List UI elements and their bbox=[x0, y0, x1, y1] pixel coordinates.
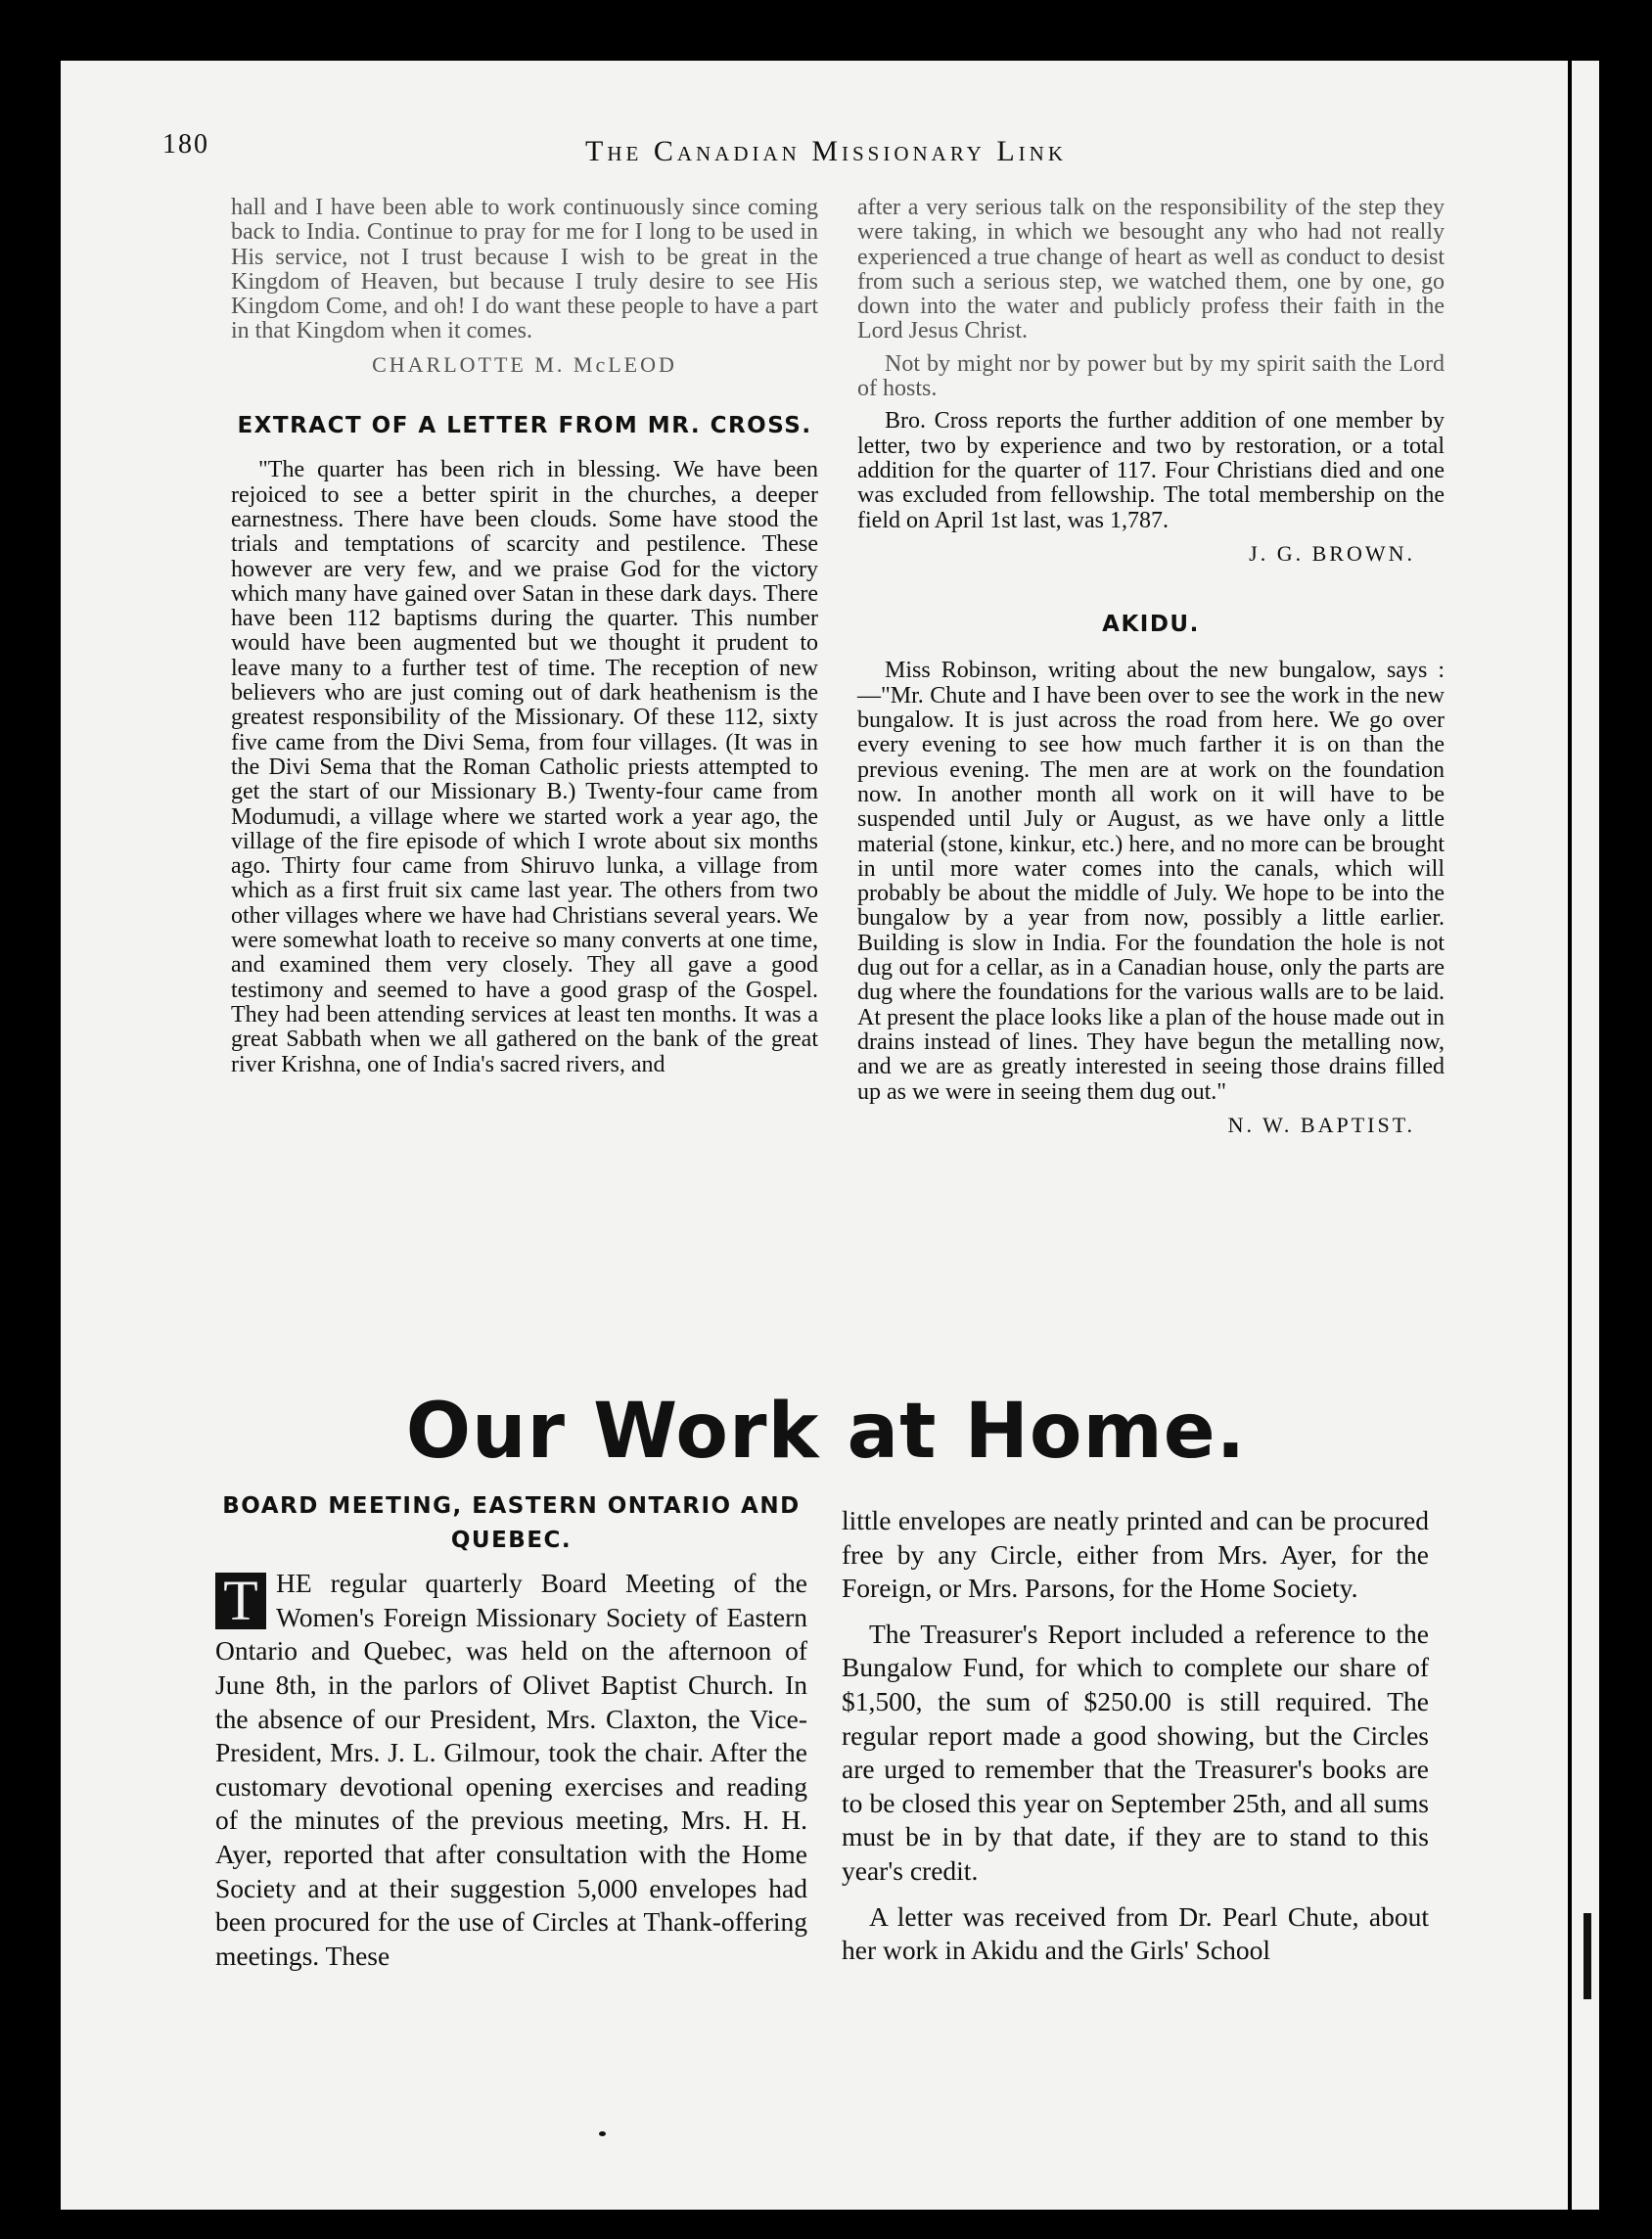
board-heading-line2: QUEBEC. bbox=[450, 1527, 573, 1553]
cross-letter-body: "The quarter has been rich in blessing. We have been rejoiced to see a better spirit in the churches, a deeper earnestness. There have been clouds. Some have stood the trials and temptations of scarcity and pestilence. These however are very few, and we praise God for the victory which many have gained over Satan in these dark days. There have been 112 baptisms during the quarter. This number would have been augmented but we thought it prudent to leave many to a further test of time. The reception of new believers who are just coming out of dark heathenism is the greatest responsibility of the Missionary. Of these 112, sixty five came from the Divi Sema, from four villages. (It was in the Divi Sema that the Roman Catholic priests attempted to get the start of our Missionary B.) Twenty-four came from Modumudi, a village where we started work a year ago, the village of the fire episode of which I wrote about six months ago. Thirty four came from Shiruvo lunka, a village from which as a first fruit six came last year. The others from two other villages where we have had Christians several years. We were somewhat loath to receive so many converts at one time, and examined them very closely. They all gave a good testimony and seemed to have a good grasp of the Gospel. They had been attending services at least ten months. It was a great Sabbath when we all gathered on the bank of the great river Krishna, one of India's sacred rivers, and bbox=[231, 457, 818, 1077]
mcleod-letter-end: hall and I have been able to work continuously since coming back to India. Continue to pray for me for I long to be used in His service, not I trust because I wish to be great in the Kingdom of Heaven, but because I truly desire to see His Kingdom Come, and oh! I do want these people to have a part in that Kingdom when it comes. bbox=[231, 195, 818, 344]
left-column bbox=[231, 196, 818, 1085]
board-meeting-right bbox=[842, 1504, 1429, 1980]
drop-cap: T bbox=[215, 1573, 266, 1629]
cross-heading: EXTRACT OF A LETTER FROM MR. CROSS. bbox=[237, 413, 812, 439]
baptist-signature: N. W. BAPTIST. bbox=[1227, 1112, 1415, 1137]
binding-mark bbox=[1583, 1913, 1591, 1999]
next-page-edge bbox=[1572, 61, 1599, 2210]
board-paragraph-1-continued: little envelopes are neatly printed and can be procured free by any Circle, either from Mrs. Ayer, for the Foreign, or Mrs. Parsons, for the Home Society. bbox=[842, 1505, 1429, 1604]
cross-letter-continued: after a very serious talk on the responsibility of the step they were taking, in which we besought any who had not really experienced a true change of heart as well as conduct to desist from such a serious step, we watched them, one by one, go down into the water and publicly profess their faith in the Lord Jesus Christ. bbox=[857, 195, 1445, 344]
ink-speck bbox=[599, 2131, 606, 2136]
running-title: The Canadian Missionary Link bbox=[585, 135, 1067, 167]
cross-membership-report: Bro. Cross reports the further addition of one member by letter, two by experience and two by restoration, or a total addition for the quarter of 117. Four Christians died and one was excluded from fellowship. The total membership on the field on April 1st last, was 1,787. bbox=[857, 408, 1445, 533]
board-paragraph-1 bbox=[215, 1567, 807, 1973]
brown-signature: J. G. BROWN. bbox=[1249, 540, 1415, 566]
akidu-body: Miss Robinson, writing about the new bungalow, says :—"Mr. Chute and I have been over to see the work in the new bungalow. It is just across the road from here. We go over every evening to see how much farther it is on than the previous evening. The men are at work on the foundation now. In another month all work on it will have to be suspended until July or August, as we have only a little material (stone, kinkur, etc.) here, and no more can be brought in until more water comes into the canals, which will probably be about the middle of July. We hope to be into the bungalow by a year from now, possibly a little earlier. Building is slow in India. For the foundation the hole is not dug out for a cellar, as in a Canadian house, only the parts are dug where the foundations for the various walls are to be laid. At present the place looks like a plan of the house made out in drains instead of lines. They have begun the metalling now, and we are as greatly interested in seeing those drains filled up as we were in seeing them dug out." bbox=[857, 658, 1445, 1105]
mcleod-signature: CHARLOTTE M. McLEOD bbox=[372, 351, 677, 377]
board-paragraph-3: A letter was received from Dr. Pearl Chute, about her work in Akidu and the Girls' School bbox=[842, 1900, 1429, 1966]
page-number: 180 bbox=[162, 129, 209, 160]
right-column bbox=[857, 196, 1445, 1137]
scripture-quote: Not by might nor by power but by my spirit saith the Lord of hosts. bbox=[857, 350, 1445, 402]
board-paragraph-1-text: HE regular quarterly Board Meeting of the Women's Foreign Missionary Society of Eastern Ontario and Quebec, was held on the afternoon of June 8th, in the parlors of Olivet Baptist Church. In the absence of our President, Mrs. Claxton, the Vice-President, Mrs. J. L. Gilmour, took the chair. After the customary devotional opening exercises and reading of the minutes of the previous meeting, Mrs. H. H. Ayer, reported that after consultation with the Home Society and at their suggestion 5,000 envelopes had been procured for the use of Circles at Thank-offering meetings. These bbox=[215, 1568, 807, 1971]
akidu-heading: AKIDU. bbox=[1102, 612, 1200, 638]
board-paragraph-2: The Treasurer's Report included a reference to the Bungalow Fund, for which to complete our share of $1,500, the sum of $250.00 is still required. The regular report made a good showing, but the Circles are urged to remember that the Treasurer's books are to be closed this year on September 25th, and all sums must be in by that date, if they are to stand to this year's credit. bbox=[842, 1618, 1429, 1886]
section-title: Our Work at Home. bbox=[405, 1388, 1247, 1476]
board-meeting-left bbox=[215, 1489, 807, 1985]
board-heading-line1: BOARD MEETING, EASTERN ONTARIO AND bbox=[222, 1493, 801, 1519]
